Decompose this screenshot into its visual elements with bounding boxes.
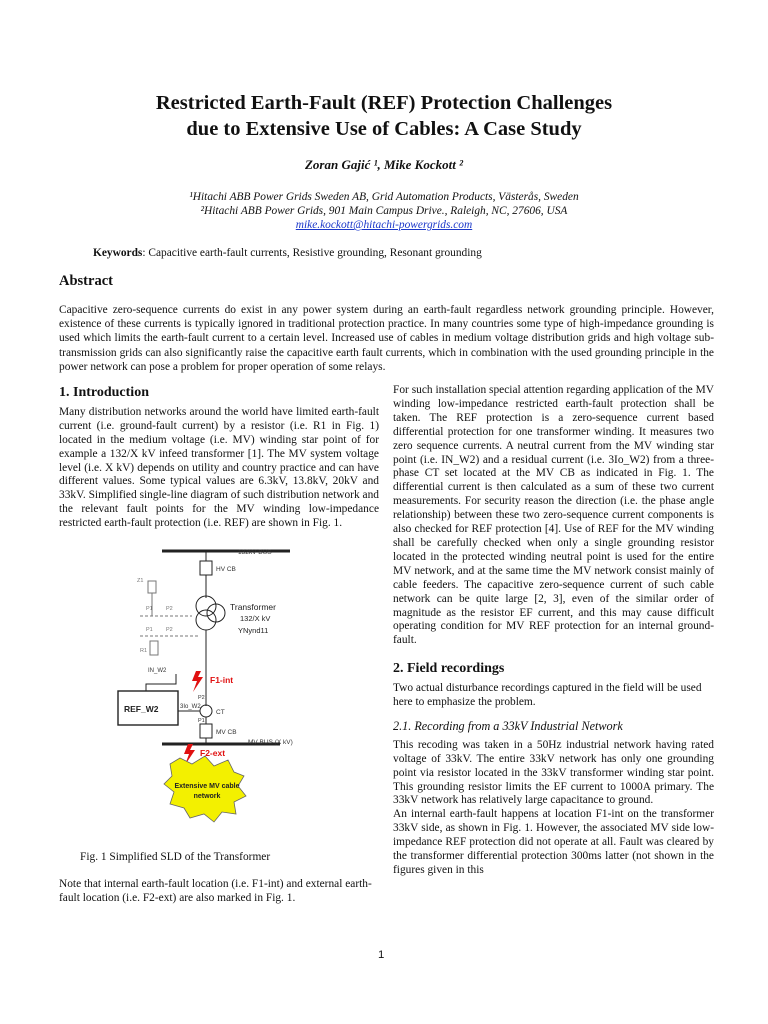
label-r1: R1 xyxy=(140,648,148,654)
affiliation-1: ¹Hitachi ABB Power Grids Sweden AB, Grid Automation Products, Västerås, Sweden xyxy=(189,191,579,203)
label-cable-network-1: Extensive MV cable xyxy=(174,783,240,790)
keywords-label: Keywords xyxy=(93,247,143,259)
label-p1-b: P1 xyxy=(146,627,153,633)
recording-text-2: An internal earth-fault happens at location F1-int on the transformer 33kV side, as shown in Fig. 1. However, the associated MV side low-impedance REF protection did not operate at all. Fault was cleared by the transformer differential protection 300ms latter (not shown in the figures given in this xyxy=(393,808,714,876)
figure-1-caption: Fig. 1 Simplified SLD of the Transformer xyxy=(80,851,271,863)
keywords xyxy=(93,247,713,259)
field-recordings-text: Two actual disturbance recordings captured in the field will be used here to emphasize the problem. xyxy=(393,682,702,709)
fault-f1-lightning-icon xyxy=(192,671,203,692)
label-f2-ext: F2-ext xyxy=(200,748,226,758)
figure-note: Note that internal earth-fault location (i.e. F1-int) and external earth-fault location (i.e. F2-ext) are also marked in Fig. 1. xyxy=(59,878,372,904)
label-ref-w2: REF_W2 xyxy=(124,704,159,714)
ref-application-text: For such installation special attention regarding application of the MV winding low-impedance restricted earth-fault protection shall be taken. The REF protection is a zero-sequence current based differential protection for one transformer winding. It measures two zero sequence currents. A neutral current from the MV winding star point (i.e. IN_W2) and a residual current (i.e. 3Io_W2) from a three-phase CT set located at the MV CB as indicated in Fig. 1. The differential current is then calculated as a sum of these two current measurements. For security reason the direction (i.e. the phase angle relationship) between these two zero-sequence current components is also checked for REF protection [4]. Use of REF for the MV winding shall be carefully checked when only a single grounding resistor located in the protected winding neutral point is used for the entire MV network, and at the same time the MV network consist mainly of cable feeders. The capacitive zero-sequence current of such cable network can be quite large [2, 3], even of the similar order of magnitude as the resistor EF current, and this may cause difficult operating condition for MV REF protection for an internal ground-fault. xyxy=(393,384,714,647)
figure-1-sld xyxy=(110,546,350,826)
label-p1-a: P1 xyxy=(146,606,153,612)
label-mv-cb: MV CB xyxy=(216,729,237,736)
title-line-2: due to Extensive Use of Cables: A Case Study xyxy=(186,118,582,140)
label-in-w2: IN_W2 xyxy=(148,668,167,674)
label-ratio: 132/X kV xyxy=(240,614,271,623)
label-cable-network-2: network xyxy=(193,793,221,800)
label-vector-group: YNynd11 xyxy=(238,626,269,635)
abstract-text: Capacitive zero-sequence currents do exist in any power system during an earth-fault regardless network grounding principle. However, existence of these currents is typically ignored in traditional protection practice. In many countries some type of high-impedance grounding is used which limits the earth-fault current to a certain level. Increased use of cables in medium voltage distribution grids and high voltage sub-transmission grids can also significantly raise the capacitive earth fault currents, which in combination with the used grounding principle in the power network can pose a problem for proper operation of some relays. xyxy=(59,304,714,373)
keywords-text: : Capacitive earth-fault currents, Resistive grounding, Resonant grounding xyxy=(142,247,482,259)
left-column xyxy=(59,386,379,531)
field-recordings-heading: 2. Field recordings xyxy=(393,661,505,677)
introduction-text: Many distribution networks around the world have limited earth-fault current (i.e. ground-fault current) by a resistor (i.e. R1 in Fig. 1) located in the medium voltage (i.e. MV) winding star point of for example a 132/X kV infeed transformer [1]. The MV system voltage level (i.e. X kV) depends on utility and country practice and can have different values. Some typical values are 6.3kV, 13.8kV, 20kV and 33kV. Simplified single-line diagram of such distribution network and the relevant fault points for the MV winding low-impedance restricted earth-fault protection (i.e. REF) are shown in Fig. 1. xyxy=(59,405,379,530)
author-email-link[interactable]: mike.kockott@hitachi-powergrids.com xyxy=(295,219,473,231)
label-3io-w2: 3Io_W2 xyxy=(180,704,201,710)
label-p2-c: P2 xyxy=(198,695,205,701)
label-ct: CT xyxy=(216,709,225,716)
label-hv-cb: HV CB xyxy=(216,566,236,573)
mv-cb-symbol xyxy=(200,724,212,738)
resistor-r1 xyxy=(150,641,158,655)
introduction-heading: 1. Introduction xyxy=(59,385,149,400)
ct-symbol xyxy=(200,705,212,717)
resistor-z1 xyxy=(148,581,156,593)
label-z1: Z1 xyxy=(137,578,144,584)
affiliation-2: ²Hitachi ABB Power Grids, 901 Main Campus Drive., Raleigh, NC, 27606, USA xyxy=(200,205,568,217)
label-p2-a: P2 xyxy=(166,606,173,612)
label-f1-int: F1-int xyxy=(210,675,234,685)
abstract-heading: Abstract xyxy=(59,273,113,289)
authors: Zoran Gajić ¹, Mike Kockott ² xyxy=(304,157,463,172)
label-mv-bus: MV BUS (X kV) xyxy=(248,739,293,746)
right-column xyxy=(393,384,714,878)
label-p2-b: P2 xyxy=(166,627,173,633)
hv-cb-symbol xyxy=(200,561,212,575)
title-line-1: Restricted Earth-Fault (REF) Protection Challenges xyxy=(155,92,613,114)
paper-title xyxy=(60,90,708,142)
label-132kv-bus: 132kV BUS xyxy=(238,549,272,556)
recording-text-1: This recoding was taken in a 50Hz industrial network having rated voltage of 33kV. The entire 33kV network has only one grounding point via resistor located in the 33kV transformer winding star point. This grounding resistor limits the EF current to 1000A primary. The 33kV network has relatively large capacitance to ground. xyxy=(393,738,714,807)
page-number: 1 xyxy=(378,949,385,961)
label-transformer: Transformer xyxy=(230,602,276,612)
affiliations xyxy=(60,190,708,232)
subsection-heading: 2.1. Recording from a 33kV Industrial Network xyxy=(393,718,623,733)
transformer-winding-2 xyxy=(196,610,216,630)
label-p1-c: P1 xyxy=(198,718,205,724)
